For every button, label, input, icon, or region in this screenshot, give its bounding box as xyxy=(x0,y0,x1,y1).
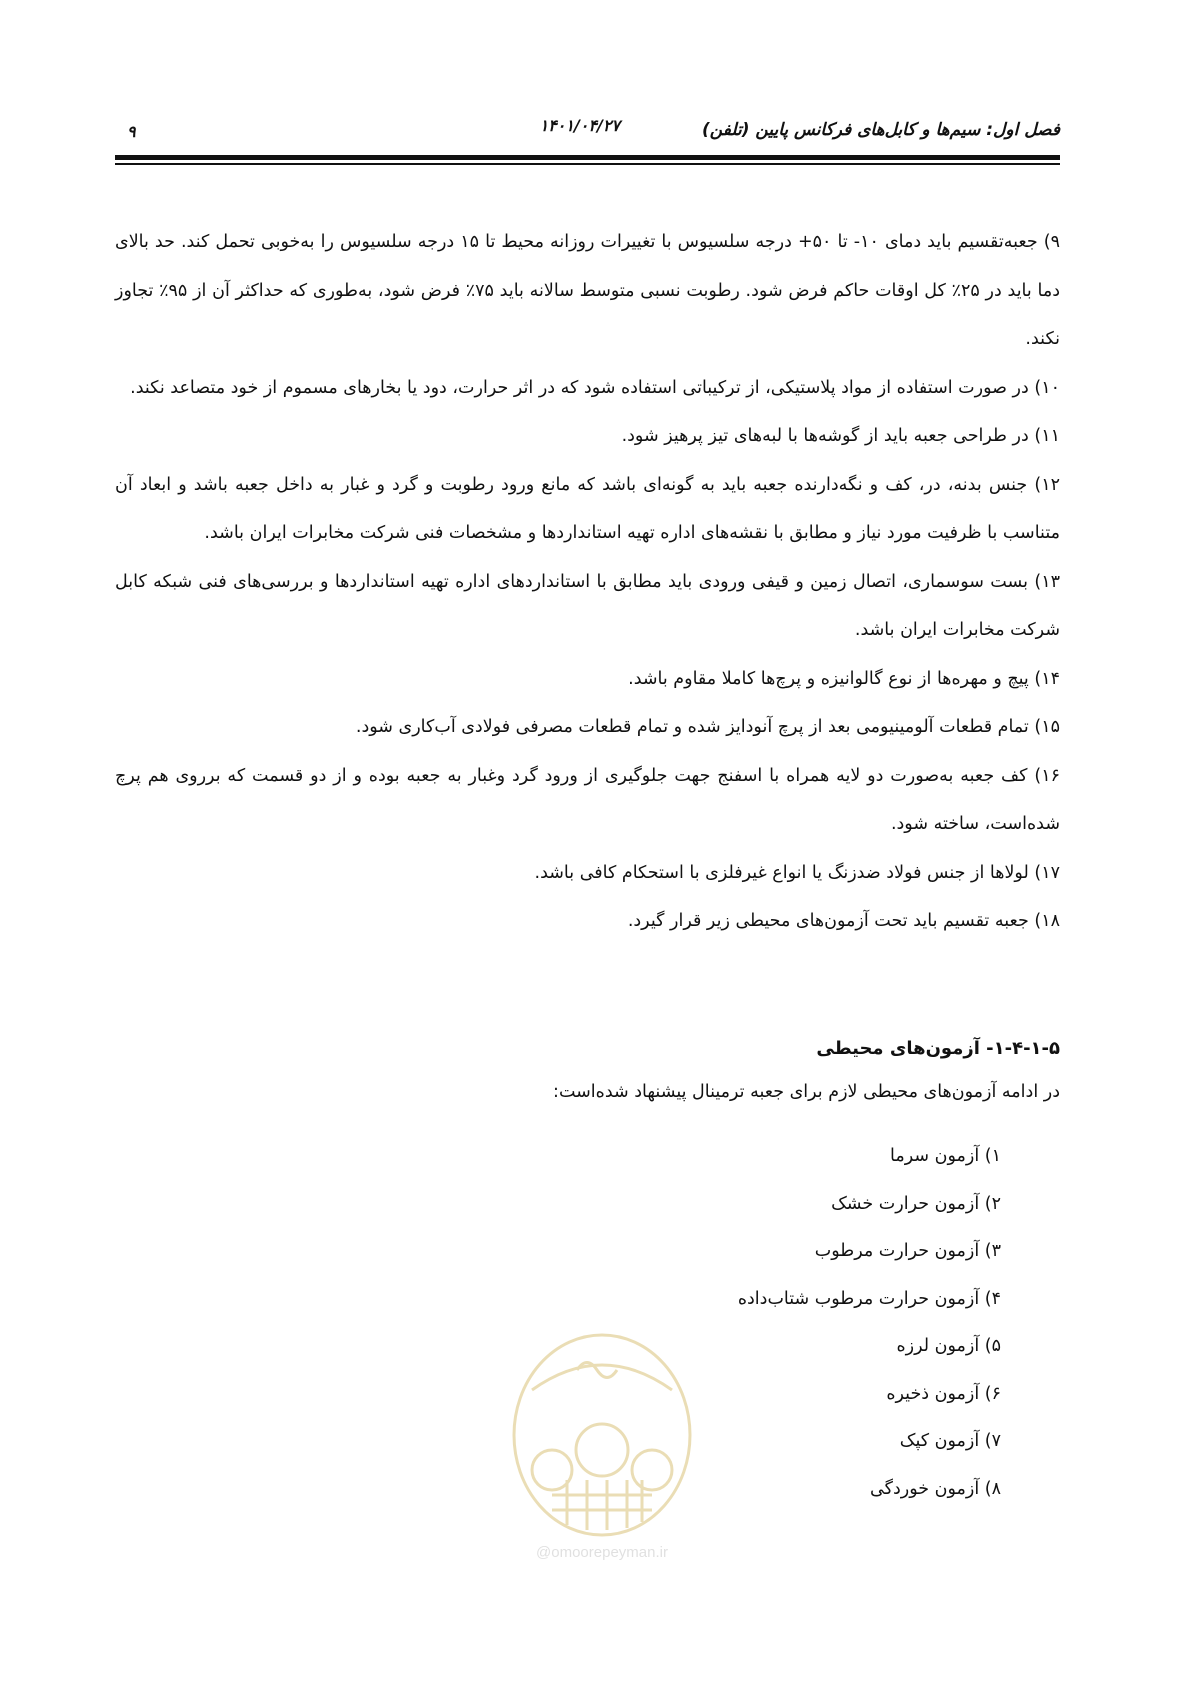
paragraph-18: ۱۸) جعبه تقسیم باید تحت آزمون‌های محیطی زیر قرار گیرد. xyxy=(627,911,1060,931)
header-date: ۱۴۰۱/۰۴/۲۷ xyxy=(539,116,620,135)
list-item: ۳) آزمون حرارت مرطوب xyxy=(814,1241,1001,1261)
watermark-site: @omoorepeyman.ir xyxy=(536,1544,668,1561)
tests-list xyxy=(738,1133,1001,1513)
header-rule-thick xyxy=(115,155,1060,160)
paragraph-15: ۱۵) تمام قطعات آلومینیومی بعد از پرچ آنودایز شده و تمام قطعات مصرفی فولادی آب‌کاری شود. xyxy=(355,717,1060,737)
list-item: ۷) آزمون کپک xyxy=(899,1431,1001,1451)
paragraph-9: ۹) جعبه‌تقسیم باید دمای ۱۰- تا ۵۰+ درجه سلسیوس با تغییرات روزانه محیط تا ۱۵ درجه سلسیوس را به‌خوبی تحمل کند. حد بالای دما باید در ۲۵٪ کل اوقات حاکم فرض شود. رطوبت نسبی متوسط سالانه باید ۷۵٪ فرض شود، به‌طوری که حداکثر آن از ۹۵٪ تجاوز نکند. xyxy=(115,232,1060,349)
paragraph-12: ۱۲) جنس بدنه، در، کف و نگه‌دارنده جعبه باید به گونه‌ای باشد که مانع ورود رطوبت و گرد و غبار به داخل جعبه باشد و ابعاد آن متناسب با ظرفیت مورد نیاز و مطابق با نقشه‌های اداره تهیه استانداردها و مشخصات فنی شرکت مخابرات ایران باشد. xyxy=(115,474,1060,543)
list-item: ۵) آزمون لرزه xyxy=(896,1336,1001,1356)
section-heading: ۱-۴-۱-۵- آزمون‌های محیطی xyxy=(816,1038,1060,1059)
list-item: ۸) آزمون خوردگی xyxy=(870,1478,1001,1499)
paragraph-13: ۱۳) بست سوسماری، اتصال زمین و قیفی ورودی باید مطابق با استانداردهای اداره تهیه استانداردها و بررسی‌های فنی شبکه کابل شرکت مخابرات ایران باشد. xyxy=(115,571,1060,640)
chapter-title: فصل اول: سیم‌ها و کابل‌های فرکانس پایین (تلفن) xyxy=(702,120,1060,140)
section-intro: در ادامه آزمون‌های محیطی لازم برای جعبه ترمینال پیشنهاد شده‌است: xyxy=(553,1082,1060,1102)
page-header xyxy=(115,112,1060,146)
paragraph-11: ۱۱) در طراحی جعبه باید از گوشه‌ها با لبه‌های تیز پرهیز شود. xyxy=(621,426,1060,446)
body-text xyxy=(115,218,1060,946)
header-rule-thin xyxy=(115,163,1060,165)
paragraph-16: ۱۶) کف جعبه به‌صورت دو لایه همراه با اسفنج جهت جلوگیری از ورود گرد وغبار به جعبه بوده و از دو قسمت که برروی هم پرچ شده‌است، ساخته شود. xyxy=(115,765,1060,834)
page-number: ۹ xyxy=(127,122,136,141)
list-item: ۱) آزمون سرما xyxy=(890,1146,1001,1166)
paragraph-10: ۱۰) در صورت استفاده از مواد پلاستیکی، از ترکیباتی استفاده شود که در اثر حرارت، دود یا بخارهای مسموم از خود متصاعد نکند. xyxy=(130,377,1060,398)
logo-seal-icon xyxy=(492,1330,712,1540)
paragraph-14: ۱۴) پیچ و مهره‌ها از نوع گالوانیزه و پرچ‌ها کاملا مقاوم باشد. xyxy=(628,668,1060,689)
list-item: ۲) آزمون حرارت خشک xyxy=(831,1193,1001,1214)
paragraph-17: ۱۷) لولاها از جنس فولاد ضدزنگ یا انواع غیرفلزی با استحکام کافی باشد. xyxy=(534,862,1060,883)
list-item: ۶) آزمون ذخیره xyxy=(886,1383,1001,1404)
list-item: ۴) آزمون حرارت مرطوب شتاب‌داده xyxy=(737,1288,1001,1309)
watermark-logo xyxy=(492,1330,712,1580)
